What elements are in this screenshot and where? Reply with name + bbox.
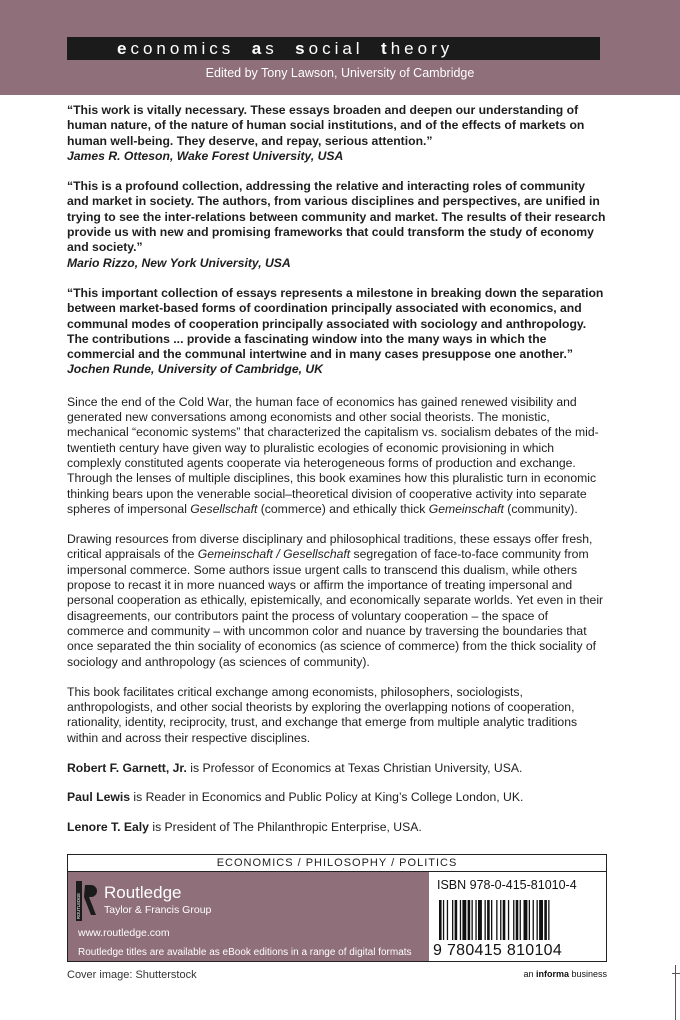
ebook-note: Routledge titles are available as eBook editions in a range of digital formats [78, 947, 412, 958]
barcode-bar [544, 900, 547, 940]
barcode-bar [539, 900, 543, 940]
publisher-name: Routledge [104, 883, 182, 902]
barcode-bar [478, 900, 482, 940]
routledge-logo-icon [76, 881, 98, 921]
barcode-bar [447, 900, 448, 940]
endorsement-attribution: Jochen Runde, University of Cambridge, UK [67, 362, 323, 377]
endorsement-quote: “This important collection of essays represents a milestone in breaking down the separation between market-based forms of coordination principally associated with economics, and communal modes of cooperation principally associated with sociology and anthropology. The contributions ... provide a fascinating window into the many ways in which the commercial and the communal intertwine and in many cases presuppose one another.” [67, 285, 604, 362]
publisher-footer [67, 854, 607, 962]
barcode-bar [485, 900, 486, 940]
subject-category: ECONOMICS / PHILOSOPHY / POLITICS [68, 855, 606, 872]
barcode-bar [472, 900, 473, 940]
barcode-bar [520, 900, 521, 940]
barcode-icon [435, 900, 600, 948]
publisher-website: www.routledge.com [78, 927, 170, 939]
informa-business-label: an informa business [523, 969, 607, 979]
endorsement-1 [67, 103, 607, 164]
series-editor: Edited by Tony Lawson, University of Cambridge [205, 66, 475, 80]
isbn-block [429, 872, 606, 961]
endorsement-quote: “This is a profound collection, addressing the relative and interacting roles of community and market in society. The authors, from various disciplines and perspectives, are unified in trying to see the inter-relations between community and market. The results of their research provide us with new and promising frameworks that could transform the study of economy and society.” [67, 179, 606, 255]
barcode-bar [455, 900, 458, 940]
endorsement-attribution: James R. Otteson, Wake Forest University, USA [67, 148, 344, 163]
series-header [0, 0, 680, 95]
barcode-bar [468, 900, 471, 940]
back-cover-text [67, 103, 607, 849]
editor-bio-1: Robert F. Garnett, Jr. is Professor of Economics at Texas Christian University, USA. [67, 760, 523, 775]
isbn-number: ISBN 978-0-415-81010-4 [437, 878, 577, 892]
barcode-bar [452, 900, 453, 940]
editor-bio-2: Paul Lewis is Reader in Economics and Public Policy at King’s College London, UK. [67, 790, 524, 805]
barcode-bar [443, 900, 444, 940]
barcode-bar [460, 900, 461, 940]
barcode-bar [548, 900, 549, 940]
barcode-bar [533, 900, 534, 940]
description-paragraph-3: This book facilitates critical exchange among economists, philosophers, sociologists, anthropologists, and other social theorists by exploring the overlapping notions of cooperation, rationality, identity, reciprocity, trust, and exchange that emerge from multiple analytic traditions within and across their respective disciplines. [67, 684, 578, 745]
barcode-bar [500, 900, 501, 940]
description-paragraph-1: Since the end of the Cold War, the human face of economics has gained renewed visibility and generated new conversations among economists and other social theorists. The monistic, mechanical “economic systems” that characterized the capitalism vs. socialism debates of the mid-twentieth century have given way to pluralistic ecologies of economic provisioning in which complexly constituted agents cooperate via heterogeneous forms of production and exchange. Through the lenses of multiple disciplines, this book examines how this pluralistic turn in economic thinking bears upon the venerable social–theoretical division of cooperative activity into separate spheres of impersonal Gesellschaft (commerce) and ethically thick Gemeinschaft (community). [67, 394, 599, 516]
svg-text:ROUTLEDGE: ROUTLEDGE [76, 892, 81, 919]
endorsement-attribution: Mario Rizzo, New York University, USA [67, 255, 291, 270]
barcode-bar [475, 900, 476, 940]
publisher-group: Taylor & Francis Group [104, 904, 212, 916]
barcode-digits: 9 780415 810104 [433, 942, 563, 959]
barcode-bar [516, 900, 519, 940]
series-title: economics as social theory [117, 39, 454, 58]
barcode-bar [513, 900, 514, 940]
barcode-bar [524, 900, 528, 940]
endorsement-3 [67, 286, 607, 378]
endorsement-quote: “This work is vitally necessary. These essays broaden and deepen our understanding of human nature, of the nature of human social institutions, and of the effects of markets on human well-being. They deserve, and repay, serious attention.” [67, 103, 585, 148]
publisher-info [68, 872, 412, 961]
barcode-bar [537, 900, 538, 940]
barcode-bar [487, 900, 490, 940]
description-paragraph-2: Drawing resources from diverse disciplinary and philosophical traditions, these essays offer fresh, critical appraisals of the Gemeinschaft / Gesellschaft segregation of face-to-face community from impersonal commerce. Some authors issue urgent calls to transcend this dualism, while others propose to recast it in more nuanced ways or affirm the importance of treating impersonal and personal cooperation as ethically, epistemically, and economically separate worlds. Yet even in their disagreements, our contributors paint the process of voluntary cooperation – the space of commerce and community – with uncommon color and nuance by traversing the boundaries that once separated the thin sociality of economics (as science of commerce) from the thick sociality of sociology and anthropology (as sciences of community). [67, 532, 604, 669]
series-title-bar [67, 37, 600, 60]
editor-bio-3: Lenore T. Ealy is President of The Philanthropic Enterprise, USA. [67, 819, 422, 834]
barcode-bar [439, 900, 442, 940]
cover-credit: Cover image: Shutterstock [67, 969, 197, 981]
barcode-bar [503, 900, 506, 940]
barcode-bar [462, 900, 466, 940]
barcode-bar [529, 900, 530, 940]
endorsement-2 [67, 179, 607, 271]
barcode-bar [496, 900, 497, 940]
barcode-bar [491, 900, 492, 940]
crop-mark-icon [666, 965, 680, 1020]
barcode-bar [508, 900, 509, 940]
